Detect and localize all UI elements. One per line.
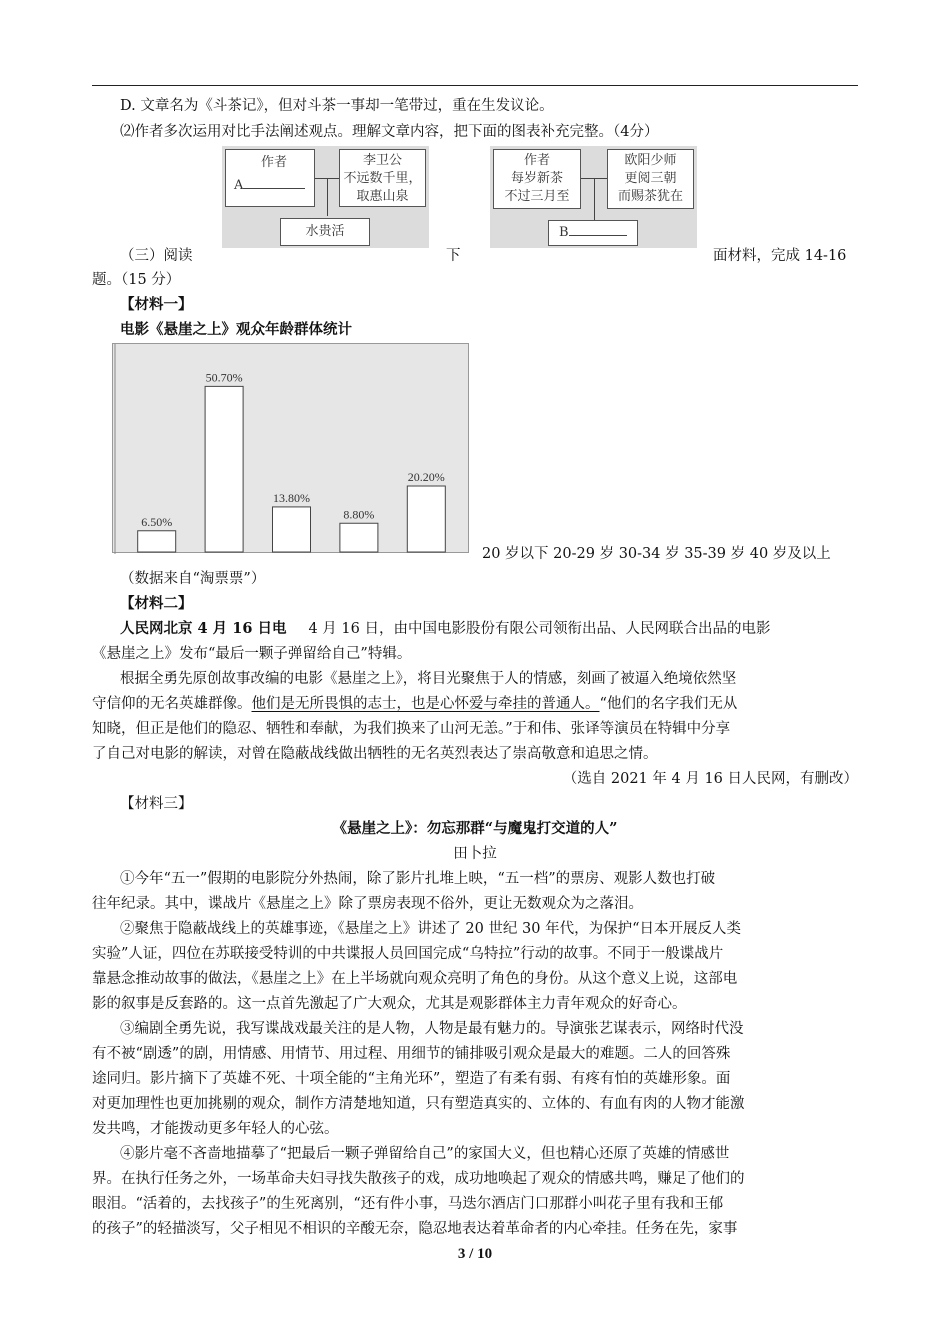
- para-2-line-4: 影的叙事是反套路的。这一点首先激起了广大观众，尤其是观影群体主力青年观众的好奇心。: [92, 996, 687, 1012]
- diagram-author2-box: [493, 149, 581, 209]
- material-3-author: 田卜拉: [453, 846, 497, 862]
- diagram-blank-b-box: [548, 220, 638, 246]
- page-number: 3 / 10: [457, 1246, 493, 1262]
- para-4-line-1: ④影片毫不吝啬地描摹了“把最后一颗子弹留给自己”的家国大义，但也精心还原了英雄的情感世: [120, 1146, 730, 1162]
- blank-b[interactable]: [569, 223, 627, 236]
- bar-4: [340, 523, 378, 552]
- bar-label-5: 20.20%: [407, 470, 445, 485]
- blank-a-label: A: [234, 178, 244, 193]
- diagram-li-line-3: 取惠山泉: [356, 189, 409, 204]
- section-3-part-c: 面材料，完成 14-16: [713, 248, 847, 264]
- diagram-ouyang-box: [607, 149, 694, 209]
- para-3-line-4: 对更加理性也更加挑剔的观众，制作方清楚地知道，只有塑造真实的、立体的、有血有肉的人物才能激: [92, 1096, 745, 1112]
- diagram-ouyang-line-3: 而赐茶犹在: [617, 189, 683, 204]
- material-1-source: （数据来自“淘票票”）: [120, 571, 266, 587]
- material-3-title: 《悬崖之上》：勿忘那群“与魔鬼打交道的人”: [332, 820, 618, 837]
- option-d: D. 文章名为《斗茶记》，但对斗茶一事却一笔带过，重在生发议论。: [120, 98, 554, 114]
- bar-label-2: 50.70%: [205, 370, 243, 385]
- material-2-para-1: [120, 619, 770, 639]
- underlined-sentence: 他们是无所畏惧的志士，也是心怀爱与牵挂的普通人。: [251, 696, 600, 712]
- material-2-source: （选自 2021 年 4 月 16 日人民网，有删改）: [562, 771, 858, 787]
- dateline: 人民网北京 4 月 16 日电: [120, 620, 287, 637]
- diagram-li-line-2: 不远数千里，: [343, 171, 422, 186]
- para-3-line-5: 发共鸣，才能拨动更多年轻人的心弦。: [92, 1121, 339, 1137]
- para-3-line-2: 有不被“剧透”的剧，用情感、用情节、用过程、用细节的铺排吸引观众是最大的难题。二人的回答殊: [92, 1046, 731, 1062]
- material-2-line-2: 《悬崖之上》发布“最后一颗子弹留给自己”特辑。: [92, 646, 412, 662]
- chart-svg: [113, 344, 470, 554]
- bar-3: [273, 507, 311, 552]
- diagram-li-box: [339, 149, 426, 207]
- diagram-conclusion-box: 水贵活: [280, 218, 370, 246]
- bar-5: [407, 486, 445, 552]
- material-3-label: 【材料三】: [120, 796, 193, 812]
- material-2-label: 【材料二】: [120, 595, 193, 612]
- age-group-bar-chart: [112, 343, 469, 553]
- material-1-label: 【材料一】: [120, 296, 193, 313]
- diagram-author2-line-2: 每岁新茶: [510, 171, 563, 186]
- bar-2: [205, 386, 243, 552]
- para-4-line-2: 界。在执行任务之外，一场革命夫妇寻找失散孩子的戏，成功地唤起了观众的情感共鸣，赚足了他们的: [92, 1171, 745, 1187]
- para-3-line-3: 途同归。影片摘下了英雄不死、十项全能的“主角光环”，塑造了有柔有弱、有疼有怕的英雄形象。面: [92, 1071, 731, 1087]
- header-rule: [92, 85, 858, 86]
- diagram-author-title: 作者: [260, 155, 287, 170]
- para-1-line-2: 往年纪录。其中，谍战片《悬崖之上》除了票房表现不俗外，更让无数观众为之落泪。: [92, 896, 643, 912]
- bar-label-4: 8.80%: [343, 507, 375, 522]
- material-2-line-5: 知晓，但正是他们的隐忍、牺牲和奉献，为我们换来了山河无恙。”于和伟、张译等演员在特辑中分享: [92, 721, 731, 737]
- para-4-line-4: 的孩子”的轻描淡写，父子相见不相识的辛酸无奈，隐忍地表达着革命者的内心牵挂。任务在先，家事: [92, 1221, 738, 1237]
- contrast-diagram-left: [222, 146, 429, 248]
- material-2-line-4: [92, 694, 737, 714]
- diagram-author-box: [225, 149, 315, 207]
- material-2-line-4b: “他们的名字我们无从: [599, 696, 738, 712]
- question-2: ⑵作者多次运用对比手法阐述观点。理解文章内容，把下面的图表补充完整。（4分）: [120, 124, 659, 140]
- para-1-line-1: ①今年“五一”假期的电影院分外热闹，除了影片扎堆上映，“五一档”的票房、观影人数也打破: [120, 871, 716, 887]
- contrast-diagram-right: [490, 146, 697, 248]
- section-3-part-d: 题。（15 分）: [92, 272, 181, 288]
- chart-x-labels: 20 岁以下 20-29 岁 30-34 岁 35-39 岁 40 岁及以上: [482, 546, 831, 562]
- down-arrow-line-2: [594, 178, 595, 220]
- section-3-part-b: 下: [446, 248, 461, 264]
- bar-label-3: 13.80%: [273, 490, 310, 505]
- diagram-author2-line-3: 不过三月至: [504, 189, 570, 204]
- bar-1: [138, 531, 176, 552]
- para-3-line-1: ③编剧全勇先说，我写谍战戏最关注的是人物，人物是最有魅力的。导演张艺谋表示，网络时代没: [120, 1021, 744, 1037]
- material-2-para-1-text: 4 月 16 日，由中国电影股份有限公司领衔出品、人民网联合出品的电影: [308, 621, 771, 637]
- blank-b-label: B: [559, 225, 569, 240]
- diagram-ouyang-line-1: 欧阳少师: [624, 153, 677, 168]
- para-2-line-2: 实验”人证，四位在苏联接受特训的中共谍报人员回国完成“乌特拉”行动的故事。不同于一般谍战片: [92, 946, 724, 962]
- material-2-line-3: 根据全勇先原创故事改编的电影《悬崖之上》，将目光聚焦于人的情感，刻画了被逼入绝境依然坚: [120, 671, 737, 687]
- material-2-line-6: 了自己对电影的解读，对曾在隐蔽战线做出牺牲的无名英烈表达了崇高敬意和追思之情。: [92, 746, 658, 762]
- diagram-author2-line-1: 作者: [523, 153, 550, 168]
- material-1-title: 电影《悬崖之上》观众年龄群体统计: [120, 321, 352, 338]
- blank-a[interactable]: [243, 176, 305, 189]
- para-2-line-1: ②聚焦于隐蔽战线上的英雄事迹，《悬崖之上》讲述了 20 世纪 30 年代，为保护“日本开展反人类: [120, 921, 741, 937]
- down-arrow-line: [327, 178, 328, 216]
- para-4-line-3: 眼泪。“活着的，去找孩子”的生死离别，“还有件小事，马迭尔酒店门口那群小叫花子里有我和王郁: [92, 1196, 724, 1212]
- bar-label-1: 6.50%: [141, 514, 173, 529]
- material-2-line-4a: 守信仰的无名英雄群像。: [92, 696, 252, 712]
- section-3-part-a: （三）阅读: [120, 248, 193, 264]
- para-2-line-3: 靠悬念推动故事的做法，《悬崖之上》在上半场就向观众亮明了角色的身份。从这个意义上说，这部电: [92, 971, 738, 987]
- diagram-li-line-1: 李卫公: [362, 153, 402, 168]
- diagram-ouyang-line-2: 更阅三朝: [624, 171, 677, 186]
